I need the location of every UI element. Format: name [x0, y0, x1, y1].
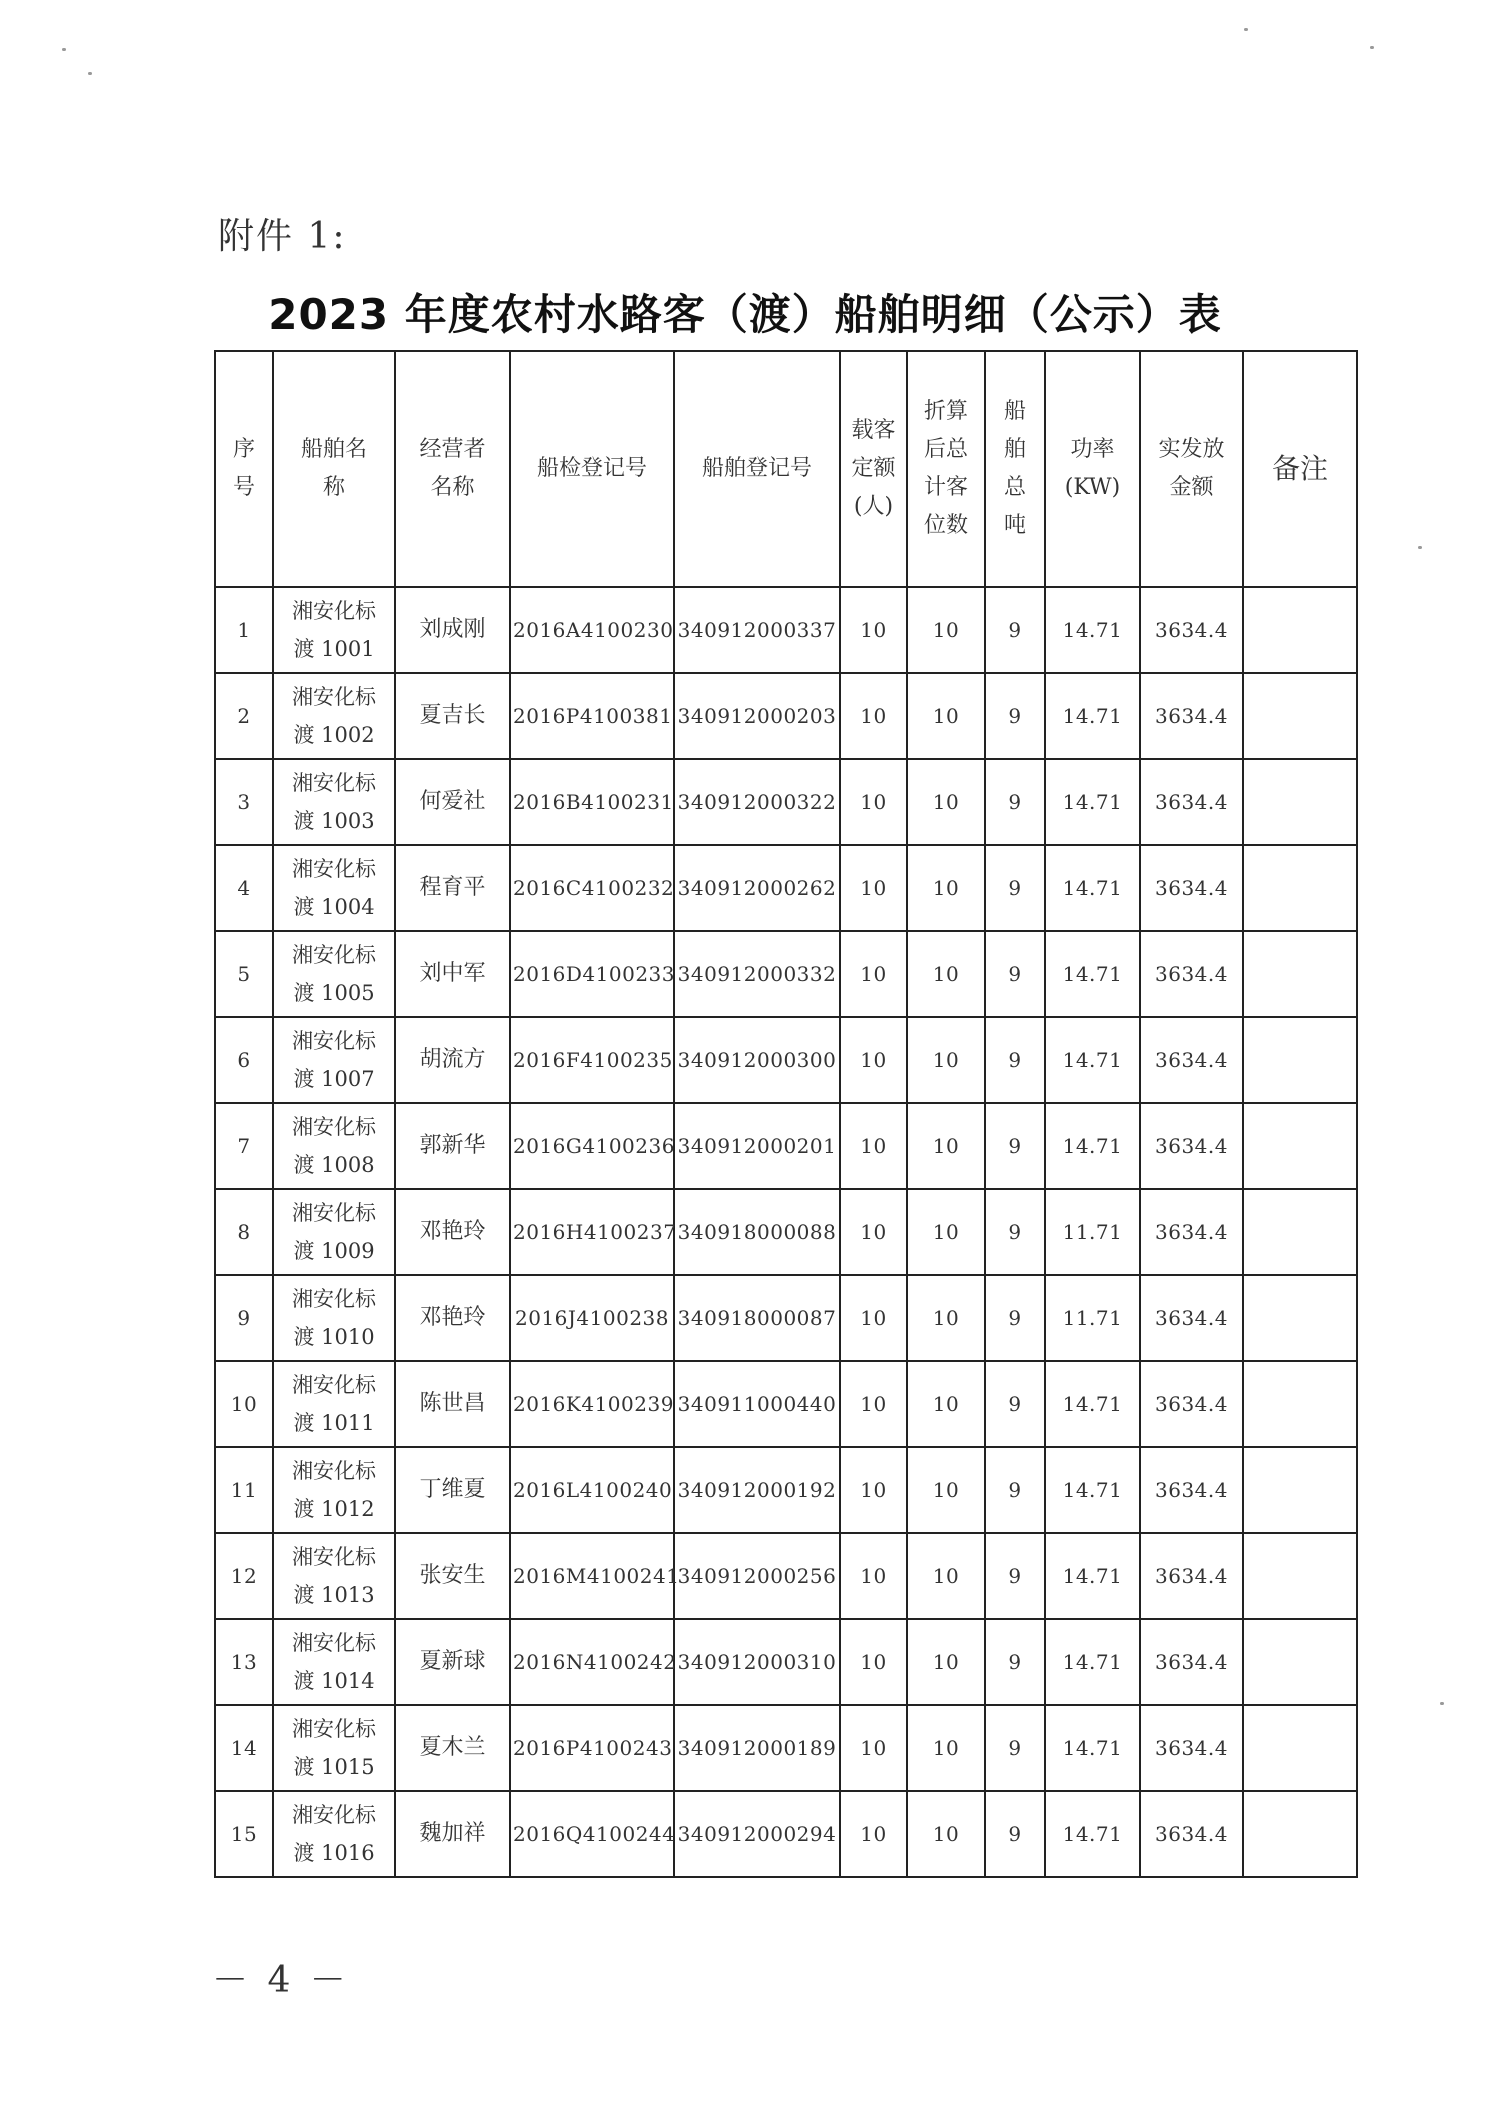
tonnage: 9	[985, 1189, 1045, 1275]
remark	[1243, 1791, 1357, 1877]
row-no: 3	[215, 759, 273, 845]
remark	[1243, 1361, 1357, 1447]
registration-no: 340912000337	[674, 587, 840, 673]
capacity: 10	[840, 845, 907, 931]
vessel-name: 湘安化标渡 1015	[273, 1705, 395, 1791]
operator-name: 魏加祥	[395, 1791, 510, 1877]
inspection-no: 2016J4100238	[510, 1275, 674, 1361]
table-row	[215, 1189, 1357, 1275]
capacity: 10	[840, 1017, 907, 1103]
power: 14.71	[1045, 1103, 1140, 1189]
tonnage: 9	[985, 1017, 1045, 1103]
table-row	[215, 759, 1357, 845]
col-header-vessel-name: 船舶名称	[273, 351, 395, 587]
registration-no: 340912000310	[674, 1619, 840, 1705]
tonnage: 9	[985, 1791, 1045, 1877]
table-row	[215, 1447, 1357, 1533]
amount: 3634.4	[1140, 1361, 1243, 1447]
amount: 3634.4	[1140, 1189, 1243, 1275]
registration-no: 340912000203	[674, 673, 840, 759]
operator-name: 邓艳玲	[395, 1189, 510, 1275]
scan-speck	[1418, 546, 1422, 549]
registration-no: 340918000088	[674, 1189, 840, 1275]
operator-name: 刘中军	[395, 931, 510, 1017]
registration-no: 340918000087	[674, 1275, 840, 1361]
registration-no: 340912000300	[674, 1017, 840, 1103]
amount: 3634.4	[1140, 1447, 1243, 1533]
row-no: 8	[215, 1189, 273, 1275]
power: 14.71	[1045, 673, 1140, 759]
vessel-table	[214, 350, 1358, 1878]
power: 14.71	[1045, 1533, 1140, 1619]
seats: 10	[907, 1533, 985, 1619]
scan-speck	[88, 72, 92, 75]
capacity: 10	[840, 1705, 907, 1791]
seats: 10	[907, 1103, 985, 1189]
power: 14.71	[1045, 1705, 1140, 1791]
vessel-name: 湘安化标渡 1014	[273, 1619, 395, 1705]
vessel-name: 湘安化标渡 1003	[273, 759, 395, 845]
power: 14.71	[1045, 587, 1140, 673]
col-header-registration-no: 船舶登记号	[674, 351, 840, 587]
inspection-no: 2016F4100235	[510, 1017, 674, 1103]
power: 11.71	[1045, 1189, 1140, 1275]
registration-no: 340912000201	[674, 1103, 840, 1189]
operator-name: 丁维夏	[395, 1447, 510, 1533]
remark	[1243, 1017, 1357, 1103]
vessel-name: 湘安化标渡 1009	[273, 1189, 395, 1275]
inspection-no: 2016B4100231	[510, 759, 674, 845]
seats: 10	[907, 673, 985, 759]
power: 14.71	[1045, 1447, 1140, 1533]
operator-name: 胡流方	[395, 1017, 510, 1103]
tonnage: 9	[985, 1619, 1045, 1705]
power: 14.71	[1045, 1791, 1140, 1877]
col-header-power: 功率(KW)	[1045, 351, 1140, 587]
table-row	[215, 1017, 1357, 1103]
power: 14.71	[1045, 759, 1140, 845]
seats: 10	[907, 1705, 985, 1791]
operator-name: 邓艳玲	[395, 1275, 510, 1361]
seats: 10	[907, 1275, 985, 1361]
operator-name: 程育平	[395, 845, 510, 931]
vessel-name: 湘安化标渡 1002	[273, 673, 395, 759]
table-row	[215, 1275, 1357, 1361]
capacity: 10	[840, 1619, 907, 1705]
remark	[1243, 1447, 1357, 1533]
registration-no: 340912000189	[674, 1705, 840, 1791]
row-no: 6	[215, 1017, 273, 1103]
operator-name: 夏吉长	[395, 673, 510, 759]
table-row	[215, 845, 1357, 931]
amount: 3634.4	[1140, 931, 1243, 1017]
seats: 10	[907, 1017, 985, 1103]
inspection-no: 2016A4100230	[510, 587, 674, 673]
seats: 10	[907, 1447, 985, 1533]
table-row	[215, 1791, 1357, 1877]
row-no: 7	[215, 1103, 273, 1189]
row-no: 5	[215, 931, 273, 1017]
tonnage: 9	[985, 845, 1045, 931]
amount: 3634.4	[1140, 587, 1243, 673]
row-no: 15	[215, 1791, 273, 1877]
operator-name: 陈世昌	[395, 1361, 510, 1447]
vessel-name: 湘安化标渡 1008	[273, 1103, 395, 1189]
capacity: 10	[840, 1275, 907, 1361]
remark	[1243, 1103, 1357, 1189]
row-no: 14	[215, 1705, 273, 1791]
operator-name: 张安生	[395, 1533, 510, 1619]
attachment-label: 附件 1:	[218, 216, 347, 257]
inspection-no: 2016D4100233	[510, 931, 674, 1017]
remark	[1243, 673, 1357, 759]
row-no: 13	[215, 1619, 273, 1705]
capacity: 10	[840, 759, 907, 845]
seats: 10	[907, 931, 985, 1017]
amount: 3634.4	[1140, 845, 1243, 931]
remark	[1243, 1705, 1357, 1791]
registration-no: 340912000262	[674, 845, 840, 931]
power: 14.71	[1045, 1017, 1140, 1103]
table-row	[215, 1361, 1357, 1447]
amount: 3634.4	[1140, 1791, 1243, 1877]
inspection-no: 2016G4100236	[510, 1103, 674, 1189]
table-header-row	[215, 351, 1357, 587]
power: 14.71	[1045, 931, 1140, 1017]
col-header-operator: 经营者名称	[395, 351, 510, 587]
inspection-no: 2016L4100240	[510, 1447, 674, 1533]
remark	[1243, 845, 1357, 931]
vessel-name: 湘安化标渡 1011	[273, 1361, 395, 1447]
inspection-no: 2016K4100239	[510, 1361, 674, 1447]
inspection-no: 2016P4100243	[510, 1705, 674, 1791]
amount: 3634.4	[1140, 1619, 1243, 1705]
inspection-no: 2016Q4100244	[510, 1791, 674, 1877]
vessel-name: 湘安化标渡 1005	[273, 931, 395, 1017]
inspection-no: 2016C4100232	[510, 845, 674, 931]
operator-name: 郭新华	[395, 1103, 510, 1189]
capacity: 10	[840, 1103, 907, 1189]
capacity: 10	[840, 1791, 907, 1877]
registration-no: 340912000294	[674, 1791, 840, 1877]
registration-no: 340911000440	[674, 1361, 840, 1447]
seats: 10	[907, 1361, 985, 1447]
row-no: 10	[215, 1361, 273, 1447]
table-row	[215, 1619, 1357, 1705]
seats: 10	[907, 587, 985, 673]
table-row	[215, 931, 1357, 1017]
seats: 10	[907, 1189, 985, 1275]
row-no: 4	[215, 845, 273, 931]
seats: 10	[907, 1619, 985, 1705]
power: 14.71	[1045, 845, 1140, 931]
vessel-name: 湘安化标渡 1004	[273, 845, 395, 931]
amount: 3634.4	[1140, 1017, 1243, 1103]
tonnage: 9	[985, 1705, 1045, 1791]
scan-speck	[1370, 46, 1374, 49]
table-row	[215, 1103, 1357, 1189]
col-header-seats: 折算后总计客位数	[907, 351, 985, 587]
tonnage: 9	[985, 1275, 1045, 1361]
remark	[1243, 587, 1357, 673]
vessel-name: 湘安化标渡 1016	[273, 1791, 395, 1877]
vessel-name: 湘安化标渡 1001	[273, 587, 395, 673]
power: 14.71	[1045, 1361, 1140, 1447]
capacity: 10	[840, 931, 907, 1017]
capacity: 10	[840, 1361, 907, 1447]
tonnage: 9	[985, 1103, 1045, 1189]
table-row	[215, 587, 1357, 673]
col-header-remark: 备注	[1243, 351, 1357, 587]
capacity: 10	[840, 673, 907, 759]
registration-no: 340912000256	[674, 1533, 840, 1619]
operator-name: 何爱社	[395, 759, 510, 845]
amount: 3634.4	[1140, 759, 1243, 845]
remark	[1243, 1275, 1357, 1361]
tonnage: 9	[985, 1361, 1045, 1447]
tonnage: 9	[985, 1447, 1045, 1533]
row-no: 1	[215, 587, 273, 673]
document-title: 2023 年度农村水路客（渡）船舶明细（公示）表	[268, 290, 1222, 339]
power: 11.71	[1045, 1275, 1140, 1361]
power: 14.71	[1045, 1619, 1140, 1705]
remark	[1243, 759, 1357, 845]
scan-speck	[1244, 28, 1248, 31]
seats: 10	[907, 845, 985, 931]
operator-name: 夏新球	[395, 1619, 510, 1705]
remark	[1243, 931, 1357, 1017]
registration-no: 340912000322	[674, 759, 840, 845]
vessel-name: 湘安化标渡 1012	[273, 1447, 395, 1533]
capacity: 10	[840, 1447, 907, 1533]
capacity: 10	[840, 1189, 907, 1275]
col-header-capacity: 载客定额(人)	[840, 351, 907, 587]
row-no: 9	[215, 1275, 273, 1361]
scan-speck	[62, 48, 66, 51]
registration-no: 340912000192	[674, 1447, 840, 1533]
row-no: 2	[215, 673, 273, 759]
capacity: 10	[840, 587, 907, 673]
amount: 3634.4	[1140, 1533, 1243, 1619]
tonnage: 9	[985, 759, 1045, 845]
operator-name: 刘成刚	[395, 587, 510, 673]
tonnage: 9	[985, 931, 1045, 1017]
table-row	[215, 1705, 1357, 1791]
scan-speck	[1440, 1702, 1444, 1705]
inspection-no: 2016M4100241	[510, 1533, 674, 1619]
col-header-amount: 实发放金额	[1140, 351, 1243, 587]
table-row	[215, 1533, 1357, 1619]
tonnage: 9	[985, 1533, 1045, 1619]
tonnage: 9	[985, 673, 1045, 759]
row-no: 12	[215, 1533, 273, 1619]
table-row	[215, 673, 1357, 759]
row-no: 11	[215, 1447, 273, 1533]
page-number: － 4 －	[212, 1960, 350, 2001]
amount: 3634.4	[1140, 673, 1243, 759]
capacity: 10	[840, 1533, 907, 1619]
operator-name: 夏木兰	[395, 1705, 510, 1791]
inspection-no: 2016H4100237	[510, 1189, 674, 1275]
amount: 3634.4	[1140, 1275, 1243, 1361]
seats: 10	[907, 759, 985, 845]
amount: 3634.4	[1140, 1705, 1243, 1791]
vessel-name: 湘安化标渡 1010	[273, 1275, 395, 1361]
col-header-tonnage: 船舶总吨	[985, 351, 1045, 587]
vessel-name: 湘安化标渡 1007	[273, 1017, 395, 1103]
inspection-no: 2016P4100381	[510, 673, 674, 759]
col-header-no: 序号	[215, 351, 273, 587]
col-header-inspection-no: 船检登记号	[510, 351, 674, 587]
inspection-no: 2016N4100242	[510, 1619, 674, 1705]
remark	[1243, 1533, 1357, 1619]
remark	[1243, 1619, 1357, 1705]
seats: 10	[907, 1791, 985, 1877]
vessel-name: 湘安化标渡 1013	[273, 1533, 395, 1619]
tonnage: 9	[985, 587, 1045, 673]
registration-no: 340912000332	[674, 931, 840, 1017]
remark	[1243, 1189, 1357, 1275]
amount: 3634.4	[1140, 1103, 1243, 1189]
